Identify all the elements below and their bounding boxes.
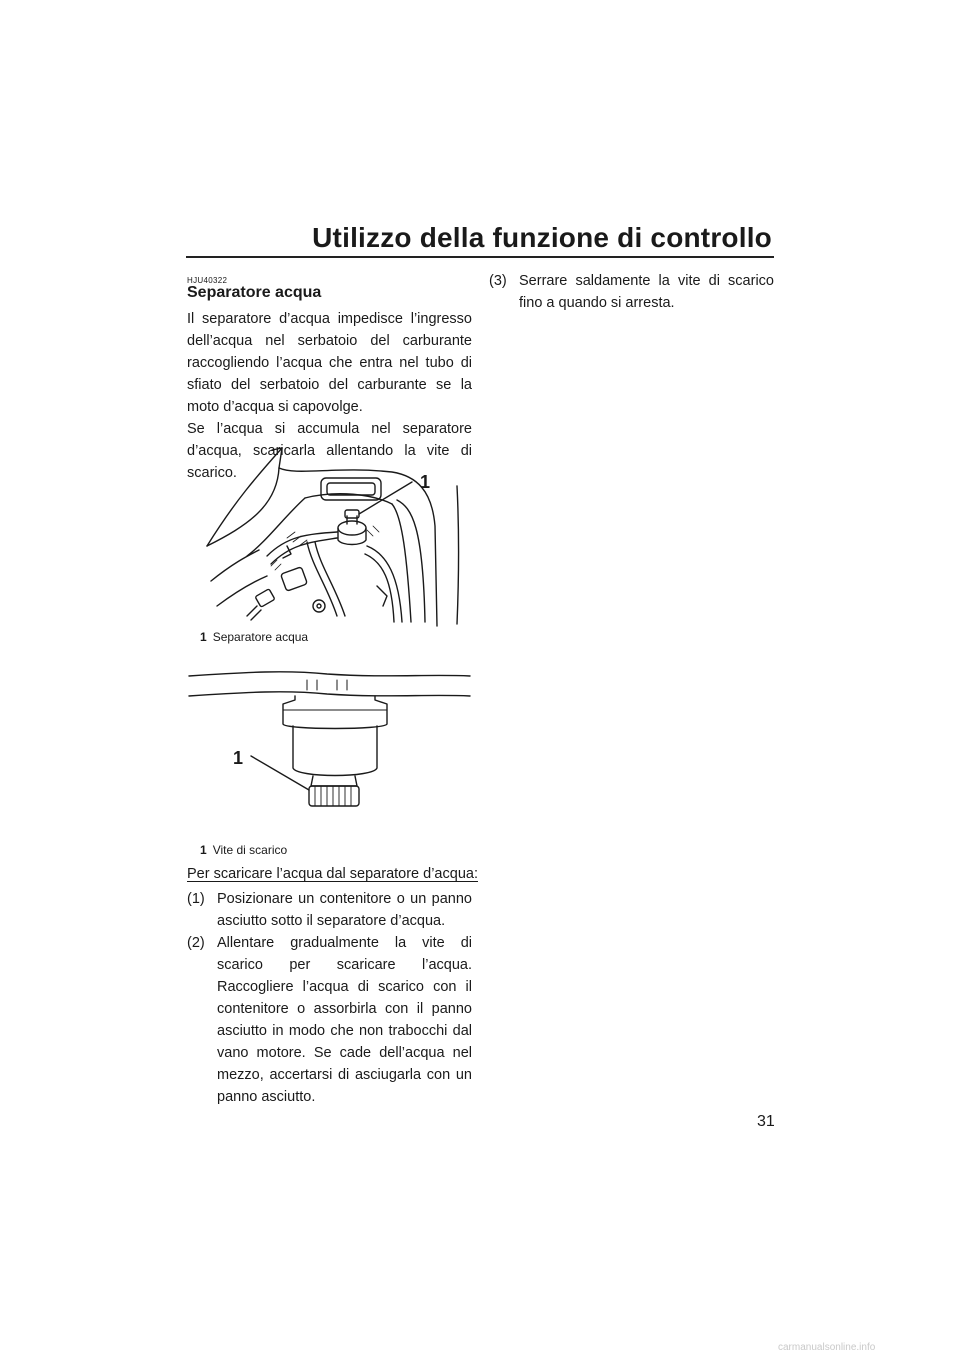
step-number: (2)	[187, 935, 205, 951]
page-number: 31	[757, 1113, 775, 1130]
figure-drain-screw	[187, 670, 472, 810]
intro-paragraph-2: Se l’acqua si accumula nel separatore d’acqua, scaricarla allentando la vite di scarico.	[187, 421, 472, 481]
step-text: Serrare saldamente la vite di scarico fino a quando si arresta.	[519, 273, 774, 311]
figure1-caption	[200, 630, 308, 644]
step-number: (1)	[187, 891, 205, 907]
figure1-callout: 1	[420, 472, 431, 492]
intro-paragraph-1: Il separatore d’acqua impedisce l’ingresso dell’acqua nel serbatoio del carburante raccogliendo l’acqua che entra nel tubo di sfiato del serbatoio del carburante se la moto d’acqua si capovolge.	[187, 311, 472, 415]
step-text: Allentare gradualmente la vite di scarico per scaricare l’acqua. Raccogliere l’acqua di scarico con il contenitore o assorbirla con il panno asciutto in modo che non trabocchi dal vano motore. Se cade dell’acqua nel mezzo, accertarsi di asciugarla con un panno asciutto.	[217, 935, 472, 1105]
section-code: HJU40322	[187, 276, 228, 285]
watermark: carmanualsonline.info	[778, 1342, 876, 1353]
water-separator-engine-bay-illustration	[187, 446, 472, 632]
step-number: (3)	[489, 273, 507, 289]
drain-screw-illustration	[187, 670, 472, 810]
procedure-step-1	[187, 888, 472, 932]
figure1-caption-text: Separatore acqua	[212, 630, 309, 644]
procedure-steps-left	[187, 888, 472, 1108]
figure2-caption	[200, 843, 287, 857]
section-heading: Separatore acqua	[187, 284, 322, 301]
figure2-caption-text: Vite di scarico	[212, 843, 288, 857]
procedure-title: Per scaricare l’acqua dal separatore d’acqua:	[187, 866, 478, 882]
figure2-caption-number: 1	[200, 843, 207, 857]
figure2-callout: 1	[233, 748, 244, 768]
figure-water-separator	[187, 446, 472, 632]
figure1-caption-number: 1	[200, 630, 207, 644]
title-rule	[186, 256, 774, 258]
page-title: Utilizzo della funzione di controllo	[312, 222, 772, 253]
procedure-step-3	[489, 270, 774, 314]
procedure-steps-right	[489, 270, 774, 314]
step-text: Posizionare un contenitore o un panno asciutto sotto il separatore d’acqua.	[217, 891, 472, 929]
procedure-step-2	[187, 932, 472, 1108]
